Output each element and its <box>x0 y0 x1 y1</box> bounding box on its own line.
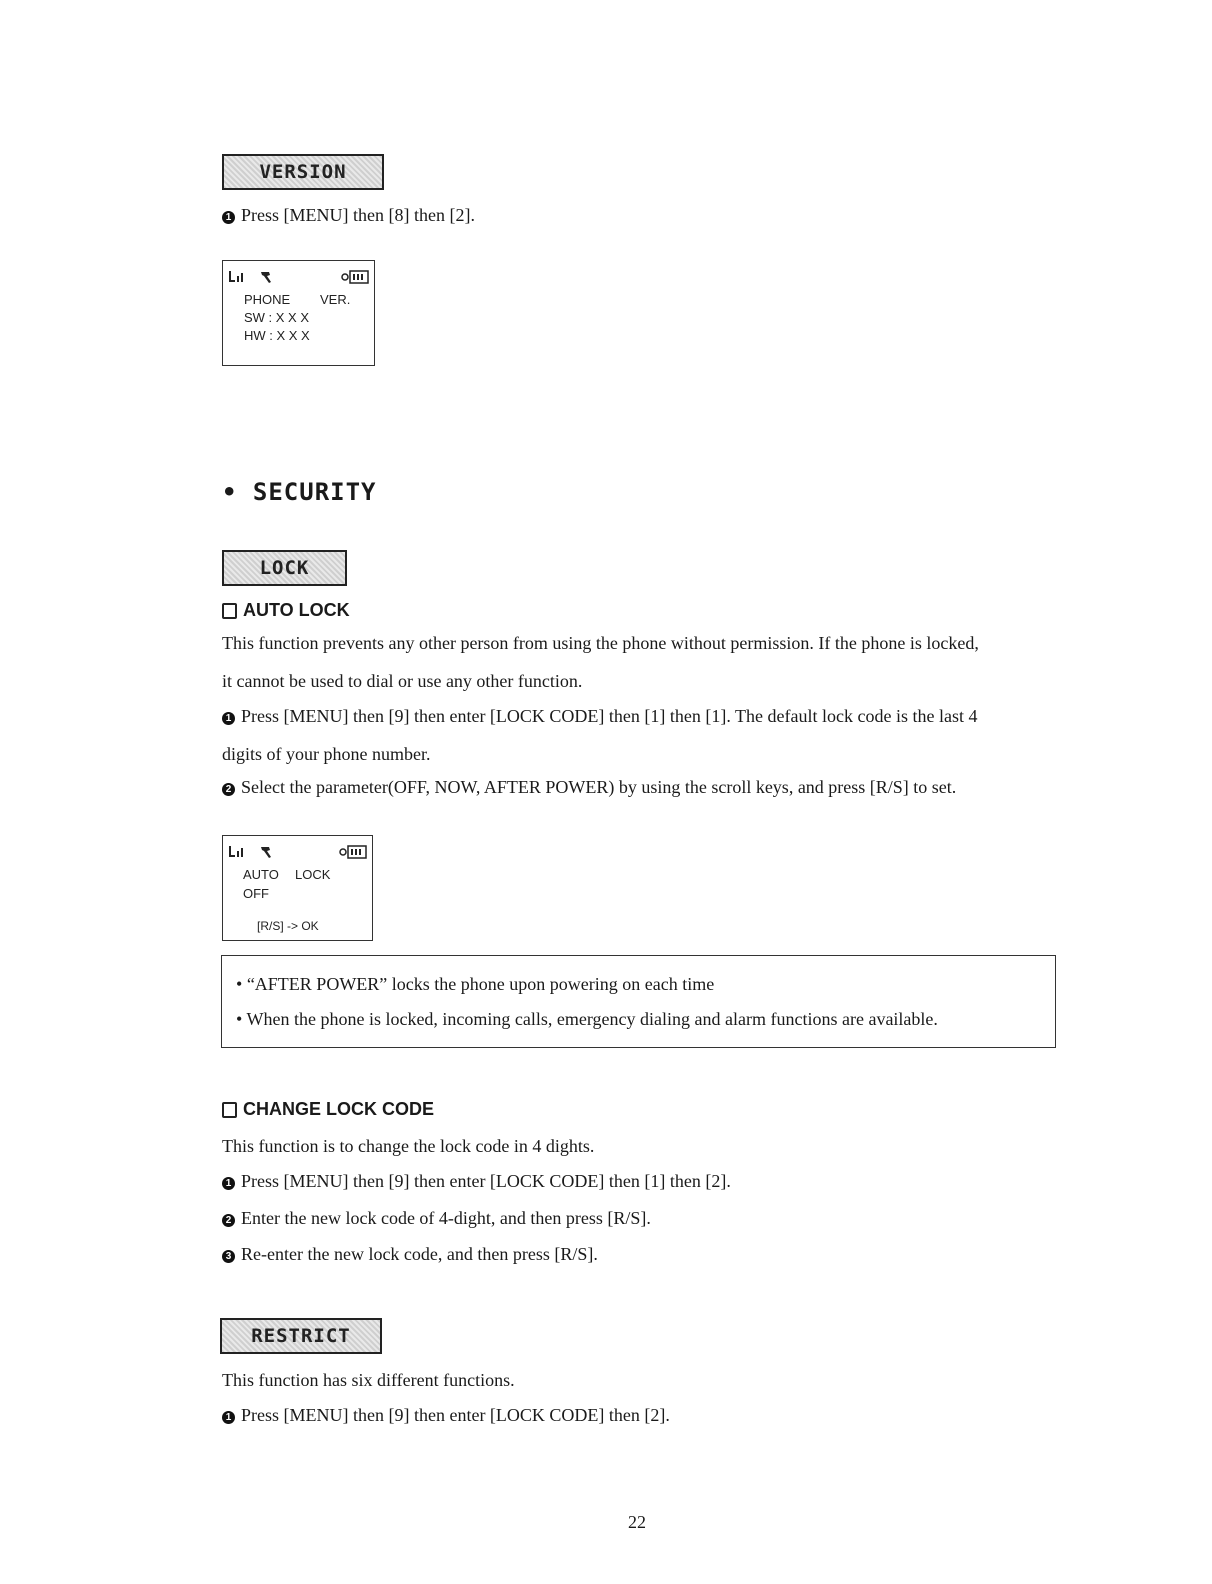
change-lock-code-desc: This function is to change the lock code in 4 dights. <box>222 1136 595 1156</box>
change-lock-code-step-2 <box>222 1207 651 1229</box>
step-marker: 1 <box>222 712 235 725</box>
restrict-desc: This function has six different functions. <box>222 1370 515 1390</box>
restrict-step-1 <box>222 1404 670 1426</box>
auto-lock-step-1 <box>222 705 977 727</box>
restrict-step-1-text: Press [MENU] then [9] then enter [LOCK CODE] then [2]. <box>241 1405 670 1425</box>
battery-icon <box>340 846 366 858</box>
screen-line-2: OFF <box>243 886 269 901</box>
change-lock-code-step-2-text: Enter the new lock code of 4-dight, and then press [R/S]. <box>241 1208 651 1228</box>
status-bar <box>229 269 368 283</box>
version-step-1 <box>222 204 475 226</box>
step-marker: 3 <box>222 1250 235 1263</box>
note-line-2: • When the phone is locked, incoming calls, emergency dialing and alarm functions are available. <box>236 1009 938 1029</box>
note-2-text: When the phone is locked, incoming calls, emergency dialing and alarm functions are available. <box>246 1009 938 1029</box>
signal-icon <box>229 846 243 857</box>
step-marker: 2 <box>222 1214 235 1227</box>
auto-lock-step-2 <box>222 776 956 798</box>
screen-line-3: [R/S] -> OK <box>257 919 319 933</box>
lock-section-tab <box>222 550 347 586</box>
auto-lock-desc-line-2: it cannot be used to dial or use any other function. <box>222 671 583 691</box>
version-section-tab <box>222 154 384 190</box>
auto-lock-heading <box>222 600 350 621</box>
change-lock-code-step-3-text: Re-enter the new lock code, and then press [R/S]. <box>241 1244 598 1264</box>
change-lock-code-heading-text: CHANGE LOCK CODE <box>243 1099 435 1119</box>
screen-line-1-left: PHONE <box>244 292 291 307</box>
step-marker: 1 <box>222 1177 235 1190</box>
status-icons <box>229 269 370 285</box>
restrict-section-tab <box>220 1318 382 1354</box>
step-marker: 1 <box>222 1411 235 1424</box>
battery-icon <box>342 271 368 283</box>
version-step-1-text: Press [MENU] then [8] then [2]. <box>241 205 475 225</box>
screen-line-1-right: LOCK <box>295 867 331 882</box>
call-icon <box>261 847 271 858</box>
auto-lock-step-2-text: Select the parameter(OFF, NOW, AFTER POWER) by using the scroll keys, and press [R/S] to set. <box>241 777 957 797</box>
step-marker: 2 <box>222 783 235 796</box>
notes-box <box>221 955 1056 1048</box>
security-heading: • SECURITY <box>222 478 377 506</box>
screen-line-2: SW : X X X <box>244 310 310 325</box>
auto-lock-desc-line-1: This function prevents any other person from using the phone without permission. If the phone is locked, <box>222 633 979 653</box>
status-icons <box>229 844 368 860</box>
restrict-tab-label: RESTRICT <box>251 1325 351 1347</box>
phone-screen-version <box>222 260 375 366</box>
phone-screen-auto-lock <box>222 835 373 941</box>
checkbox-icon <box>222 603 237 619</box>
security-title-text: SECURITY <box>252 478 377 506</box>
checkbox-icon <box>222 1102 237 1118</box>
version-tab-label: VERSION <box>259 161 347 183</box>
lock-tab-label: LOCK <box>259 557 310 579</box>
step-marker: 1 <box>222 211 235 224</box>
signal-icon <box>229 271 243 282</box>
auto-lock-step-1-text: Press [MENU] then [9] then enter [LOCK CODE] then [1] then [1]. The default lock code is the last 4 <box>241 706 978 726</box>
status-bar <box>229 844 366 858</box>
change-lock-code-step-3 <box>222 1243 598 1265</box>
screen-line-3: HW : X X X <box>244 328 310 343</box>
auto-lock-heading-text: AUTO LOCK <box>243 600 350 620</box>
screen-line-1-right: VER. <box>320 292 351 307</box>
note-line-1: • “AFTER POWER” locks the phone upon powering on each time <box>236 974 715 994</box>
auto-lock-step-1-cont: digits of your phone number. <box>222 744 431 764</box>
change-lock-code-step-1 <box>222 1170 731 1192</box>
note-1-text: “AFTER POWER” locks the phone upon powering on each time <box>246 974 715 994</box>
call-icon <box>261 272 271 283</box>
page-number: 22 <box>628 1512 646 1532</box>
screen-line-1-left: AUTO <box>243 867 279 882</box>
change-lock-code-step-1-text: Press [MENU] then [9] then enter [LOCK CODE] then [1] then [2]. <box>241 1171 731 1191</box>
change-lock-code-heading <box>222 1099 434 1120</box>
